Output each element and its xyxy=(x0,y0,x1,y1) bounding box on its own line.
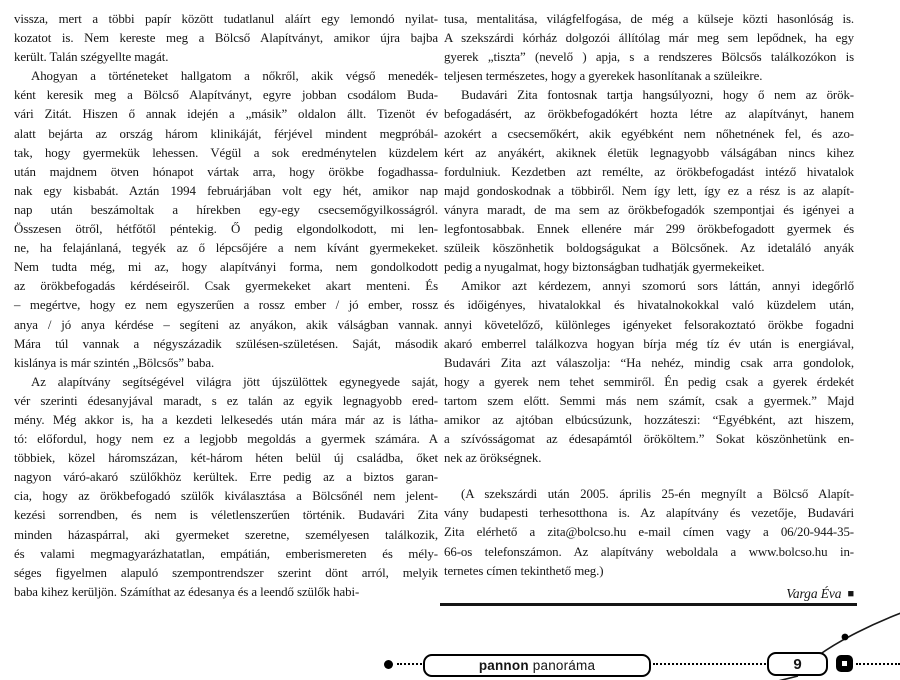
text-line: pedig a nyugalmat, hogy biztonságban tudhatják gyermekeiket. xyxy=(444,260,765,275)
page-number-box xyxy=(767,652,828,676)
text-line: vári Zitát. Hiszen ő annak idején a „másik” oldalon állt. Tizenöt év xyxy=(14,107,438,122)
text-line: (A szekszárdi után 2005. április 25-én megnyílt a Bölcső Alapít- xyxy=(461,487,854,502)
footer-dotted-line xyxy=(397,663,422,665)
text-line: szüleik köszönhetik boldogságukat a Bölcsőnek. Az idetaláló anyák xyxy=(444,241,854,256)
text-line: került. Talán szégyellte magát. xyxy=(14,50,169,65)
text-line: a szívósságomat az édesapámtól örököltem.” Sokat köszönhetünk en- xyxy=(444,432,854,447)
paragraph xyxy=(444,485,854,580)
text-line: alatt bejárta az ország három klinikáját, férjével mindent megpróbál- xyxy=(14,126,438,141)
text-line: vissza, mert a többi papír között tudatlanul aláírt egy lemondó nyilat- xyxy=(14,12,438,26)
text-line: tartom szem előtt. Semmi más nem számít, csak a gyermek.” Majd xyxy=(444,393,854,408)
journal-name-regular: panoráma xyxy=(532,658,596,673)
journal-name-box xyxy=(423,654,651,677)
journal-name-bold: pannon xyxy=(478,658,529,673)
text-line: tó: előfordul, hogy nem ez a legjobb megoldás a gyermek számára. A xyxy=(14,432,438,447)
text-line: – megértve, hogy ez nem egyszerűen a rossz ember / jó ember, rossz xyxy=(14,298,438,313)
paragraph xyxy=(444,10,854,86)
text-line: gyerek „tiszta” (nevelő ) apja, s a rendszeres Bölcsős találkozókon is xyxy=(444,50,854,65)
text-line: és időigényes, hivatalokkal és hivatalnokokkal való küzdelem után, xyxy=(444,298,854,313)
text-line: nek az örökségnek. xyxy=(444,451,542,466)
text-line: annyi követelőző, különleges igényeket felsorakoztató örökbe fogadni xyxy=(444,317,854,332)
text-line: Nem tudta még, mi az, hogy alapítványi forma, nem gondolkodott xyxy=(14,260,438,275)
footer-dotted-line xyxy=(856,663,900,665)
text-line: nap után beszámoltak a hírekben egy-egy csecsemőgyilkosságról. xyxy=(14,202,438,217)
paragraph xyxy=(444,86,854,277)
text-line: az örökbefogadás kérdéseiről. Csak gyermekeket akart menteni. És xyxy=(14,279,438,294)
text-line: ként keresik meg a Bölcső Alapítványt, egyre jobban csodálom Buda- xyxy=(14,88,438,103)
text-line: Amikor azt kérdezem, annyi szomorú sors láttán, annyi idegőrlő xyxy=(461,279,854,294)
text-line: 66-os telefonszámon. Az alapítvány weboldala a www.bolcso.hu in- xyxy=(444,544,854,559)
text-line: tak, hogy gyermekük lehessen. Végül a sok eredménytelen küzdelem xyxy=(14,145,438,160)
footer-dotted-line xyxy=(653,663,766,665)
text-line: teljesen természetes, hogy a gyerekek hasonlítanak a szüleikre. xyxy=(444,69,763,84)
article-end-rule xyxy=(440,603,857,606)
text-line: kért az anyákért, akiknek életük legnagyobb válságában nincs kihez xyxy=(444,145,854,160)
author-name: Varga Éva xyxy=(786,585,842,601)
text-line: amikor az ajtóban elbúcsúzunk, hozzáteszi: “Egyébként, azt hiszem, xyxy=(444,412,854,427)
text-line: befogadásért, az örökbefogadókért hozta létre az alapítványt, hanem xyxy=(444,107,854,122)
text-line: fordulniuk. Kezdetben azt remélte, az örökbefogadást intéző hivatalok xyxy=(444,164,854,179)
text-line: ványra maradt, de ma sem az örökbefogadók szempontjai és igényei a xyxy=(444,202,854,217)
footer-left-dot-icon xyxy=(384,660,393,669)
text-line: séges figyelmen alapuló szempontrendszer szerint dönt arról, melyik xyxy=(14,565,438,580)
paragraph xyxy=(14,67,438,373)
text-line: ternetes címen tekinthető meg.) xyxy=(444,563,604,578)
article-left-column xyxy=(14,10,438,602)
author-signature xyxy=(444,584,854,605)
text-line: Budavári Zita fontosnak tartja hangsúlyozni, hogy ő nem az örök- xyxy=(461,88,854,103)
text-line: Az alapítvány segítségével világra jött újszülöttek egynegyede saját, xyxy=(31,374,438,389)
page-marker-icon xyxy=(836,655,853,672)
text-line: Összesen ötről, hétfőtől péntekig. Ő pedig elgondolkodott, mi len- xyxy=(14,222,438,237)
text-line: hogy a gyerek nem tehet semmiről. Én pedig csak a gyerek érdekét xyxy=(444,374,854,389)
paragraph xyxy=(14,10,438,67)
text-line: akaró emberrel találkozva hogyan bírja még tíz év után is energiával, xyxy=(444,336,854,351)
text-line: többiek, közel háromszázan, két-három héten belül új családba, őket xyxy=(14,451,438,466)
text-line: Budavári Zita azt válaszolja: “Ha nehéz, mindig csak arra gondolok, xyxy=(444,355,854,370)
text-line: azokért a csecsemőkért, akik egyébként nem nőhetnének fel, és azo- xyxy=(444,126,854,141)
text-line: mény. Még akkor is, ha a kezdeti lelkesedés után mára már az is látha- xyxy=(14,412,438,427)
text-line: vány budapesti terhesotthona is. Az alapítvány és vezetője, Budavári xyxy=(444,506,854,521)
text-line: után majdnem ötven hónapot vártak arra, hogy örökbe fogadhassa- xyxy=(14,164,438,179)
text-line: kezési sorrendben, és nem is véletlenszerűen történik. Budavári Zita xyxy=(14,508,438,523)
text-line: Ahogyan a történeteket hallgatom a nőkről, akik végső menedék- xyxy=(31,69,438,84)
text-line: baba kihez kerüljön. Számíthat az édesanya és a leendő szülők habi- xyxy=(14,584,360,599)
article-right-column xyxy=(444,10,854,605)
text-line: A szekszárdi kórház dolgozói állítólag már meg sem lepődnek, ha egy xyxy=(444,31,854,46)
text-line: majd gondoskodnak a többiről. Nem így lett, így ez a rész is az alapít- xyxy=(444,183,854,198)
text-line: legfontosabbak. Ennek ellenére már 299 örökbefogadott gyermek és xyxy=(444,222,854,237)
end-of-article-square-icon: ■ xyxy=(847,587,854,600)
text-line: és valami megmagyarázhatatlan, empátián, emberismereten és mély- xyxy=(14,546,438,561)
text-line: Zita elérhető a zita@bolcso.hu e-mail címen vagy a 06/20-944-35- xyxy=(444,525,854,540)
text-line: ne, ha felajánlaná, tegyék az ő lépcsőjére a nem kívánt gyermekeket. xyxy=(14,241,438,256)
page-number: 9 xyxy=(793,655,802,673)
text-line: Mára túl vannak a négyszázadik szülésen-születésen. Saját, második xyxy=(14,336,438,351)
text-line: nak egy kisbabát. Aztán 1994 februárjában volt egy hét, amikor nap xyxy=(14,183,438,198)
paragraph xyxy=(444,277,854,468)
paragraph xyxy=(14,373,438,602)
text-line: kozatot is. Nem kereste meg a Bölcső Alapítványt, amikor újra bajba xyxy=(14,31,438,46)
right-column-paragraphs xyxy=(444,10,854,581)
text-line: anya / jó anya kérdése – segíteni az anyákon, akik válságban vannak. xyxy=(14,317,438,332)
text-line: tusa, mentalitása, világfelfogása, de még a külseje közti hasonlóság is. xyxy=(444,12,854,26)
text-line: kislánya is már szintén „Bölcsős” baba. xyxy=(14,355,215,370)
text-line: cia, hogy az örökbefogadó szülők kiválasztása a Bölcsőnél nem jelent- xyxy=(14,489,438,504)
text-line: nagyon váró-akaró szülőkhöz kerültek. Erre pedig az a biztos garan- xyxy=(14,470,438,485)
text-line: minden házaspárral, aki gyermeket szeretne, személyesen találkozik, xyxy=(14,527,438,542)
text-line: vér szerinti édesanyjával maradt, s ez talán az egyik legnagyobb ered- xyxy=(14,393,438,408)
